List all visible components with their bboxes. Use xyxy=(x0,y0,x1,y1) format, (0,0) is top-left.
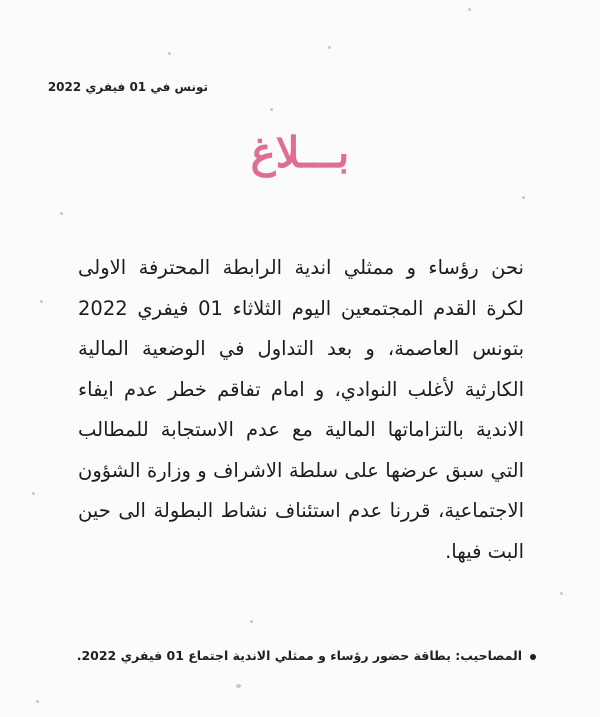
scan-speck xyxy=(40,300,43,303)
scan-speck xyxy=(270,108,273,111)
scan-speck xyxy=(36,700,39,703)
scan-speck xyxy=(328,46,331,49)
document-title: بـــلاغ xyxy=(250,128,350,177)
scan-speck xyxy=(468,8,471,11)
scan-speck xyxy=(522,196,525,199)
scan-speck xyxy=(560,592,563,595)
date-line: تونس في 01 فيفري 2022 xyxy=(47,80,208,94)
communique-body xyxy=(78,248,524,572)
scan-speck xyxy=(168,52,171,55)
scan-speck xyxy=(32,492,35,495)
attachment-note xyxy=(77,648,536,663)
scan-speck xyxy=(60,212,63,215)
scan-speck xyxy=(236,684,241,688)
scan-speck xyxy=(250,620,253,623)
attachment-text: المصاحيب: بطاقة حضور رؤساء و ممثلي الاندية اجتماع 01 فيفري 2022. xyxy=(76,648,522,663)
body-paragraph: نحن رؤساء و ممثلي اندية الرابطة المحترفة الاولى لكرة القدم المجتمعين اليوم الثلاثاء 01 فيفري 2022 بتونس العاصمة، و بعد التداول في الوضعية المالية الكارثية لأغلب النوادي، و امام تفاقم خطر عدم ايفاء الاندية بالتزاماتها المالية مع عدم الاستجابة للمطالب التي سبق عرضها على سلطة الاشراف و وزارة الشؤون الاجتماعية، قررنا عدم استئناف نشاط البطولة الى حين البت فيها. xyxy=(78,256,524,563)
bullet-icon xyxy=(530,654,536,660)
